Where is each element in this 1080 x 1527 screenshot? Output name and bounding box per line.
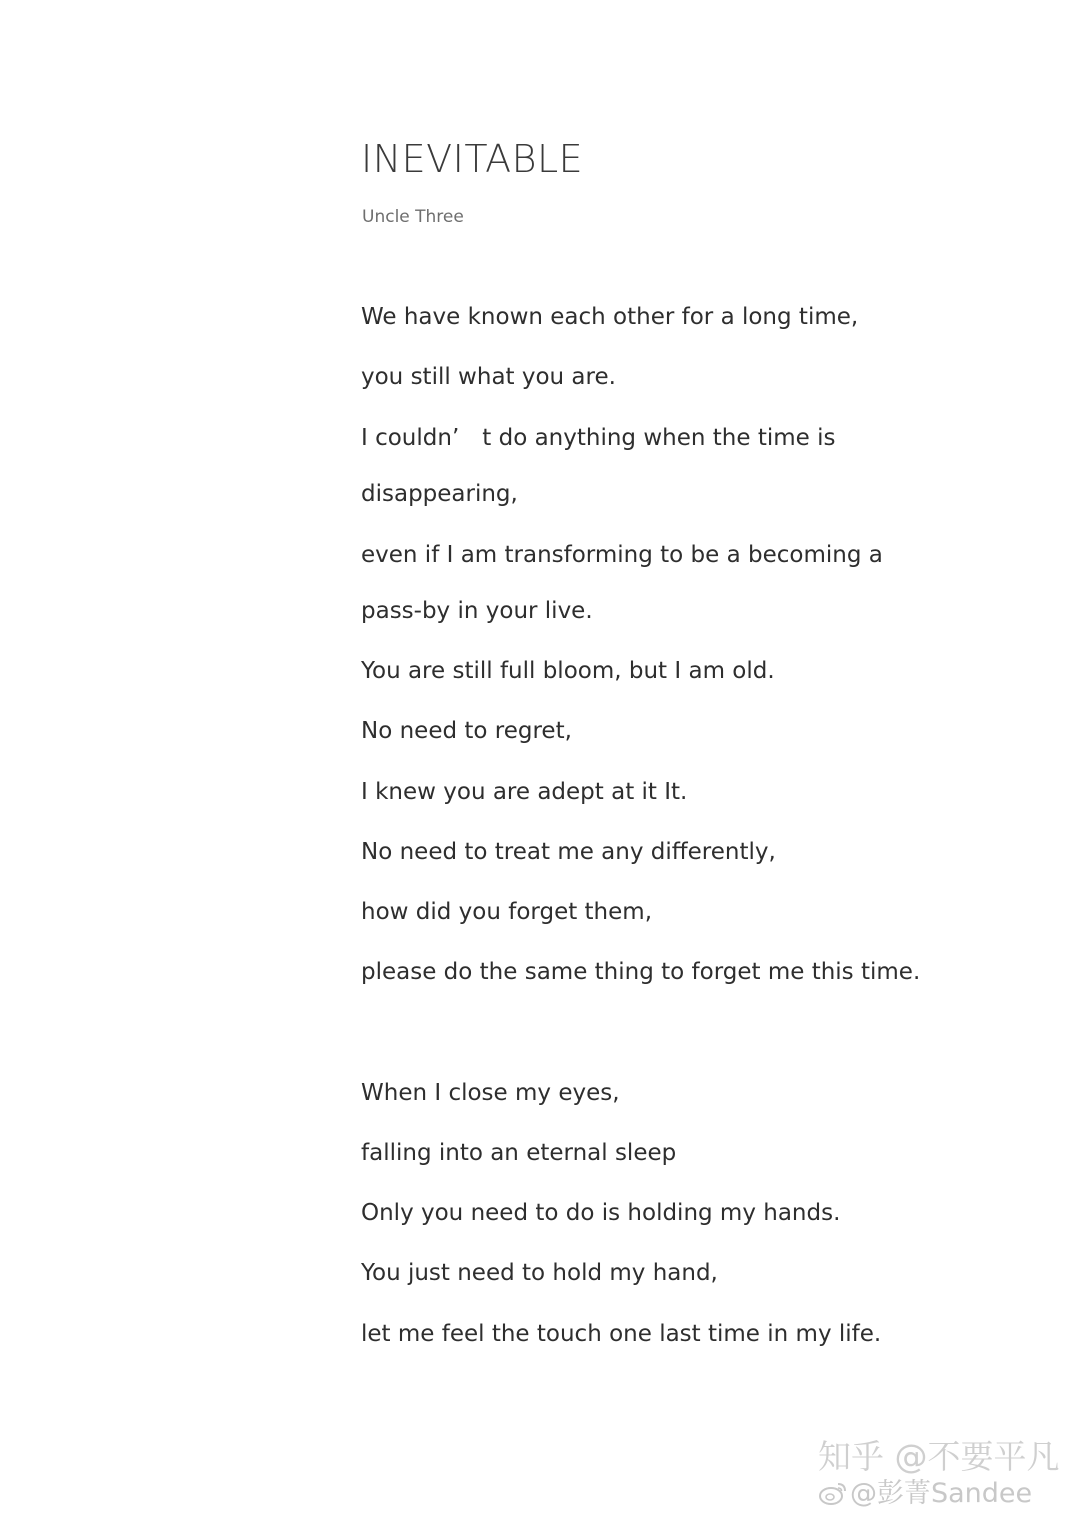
poem-line: please do the same thing to forget me this time. [361,959,921,985]
poem-line: No need to regret, [361,718,572,744]
poem-line: how did you forget them, [361,899,653,925]
poem-line: pass-by in your live. [361,598,593,624]
poem-line: You are still full bloom, but I am old. [361,658,775,684]
poem-line: disappearing, [361,481,518,507]
poem-line: No need to treat me any differently, [361,839,776,865]
poem-author: Uncle Three [362,207,464,227]
poem-line: Only you need to do is holding my hands. [361,1200,841,1226]
weibo-watermark: @彭菁Sandee [850,1478,1033,1509]
poem-line: You just need to hold my hand, [361,1260,718,1286]
poem-line: let me feel the touch one last time in my life. [361,1321,882,1347]
weibo-icon [818,1479,848,1507]
poem-line: I couldn’ t do anything when the time is [361,425,836,451]
poem-title: INEVITABLE [361,137,584,181]
poem-line: you still what you are. [361,364,616,390]
poem-line: even if I am transforming to be a becoming a [361,542,883,568]
zhihu-watermark: 知乎 @不要平凡 [818,1437,1060,1476]
poem-line: We have known each other for a long time, [361,304,859,330]
poem-line: I knew you are adept at it It. [361,779,688,805]
poem-line: When I close my eyes, [361,1080,620,1106]
poem-line: falling into an eternal sleep [361,1140,677,1166]
watermark [818,1435,1074,1521]
